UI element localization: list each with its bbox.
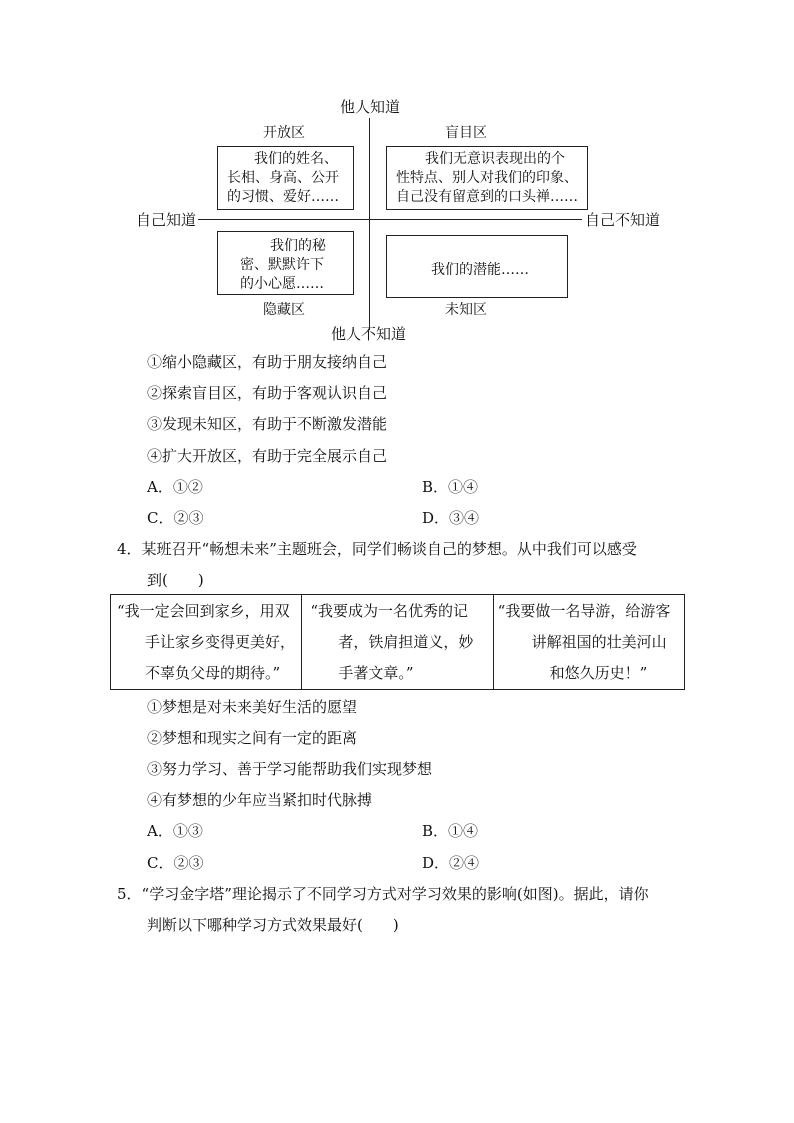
q4-statement-2: ②梦想和现实之间有一定的距离 — [147, 729, 358, 747]
axis-label-right: 自己不知道 — [585, 211, 661, 229]
q4-statement-1: ①梦想是对未来美好生活的愿望 — [147, 698, 358, 716]
quadrant-text: 我们的潜能…… — [431, 262, 529, 278]
q4-stem-continued: 到( ) — [147, 571, 204, 589]
q3-option-a: A．①② — [147, 478, 203, 496]
q5-stem-continued: 判断以下哪种学习方式效果最好( ) — [147, 916, 399, 934]
q5-stem: 5．“学习金字塔”理论揭示了不同学习方式对学习效果的影响(如图)。据此，请你 — [117, 885, 649, 903]
q4-option-d: D．②④ — [422, 854, 480, 872]
quadrant-text: 密、默默许下 — [240, 257, 324, 273]
quadrant-text: 长相、身高、公开 — [227, 170, 339, 186]
quadrant-text: 的小心愿…… — [240, 276, 324, 292]
quadrant-text: 我们的姓名、 — [254, 151, 338, 167]
quadrant-title-unknown: 未知区 — [445, 302, 487, 318]
q4-statement-4: ④有梦想的少年应当紧扣时代脉搏 — [147, 791, 373, 809]
quadrant-text: 自己没有留意到的口头禅…… — [396, 189, 578, 205]
horizontal-axis — [198, 219, 582, 220]
axis-label-left: 自己知道 — [136, 211, 197, 229]
q4-option-a: A．①③ — [147, 822, 203, 840]
quadrant-text: 的习惯、爱好…… — [227, 189, 339, 205]
q3-option-b: B．①④ — [422, 478, 479, 496]
q4-option-c: C．②③ — [147, 854, 204, 872]
quadrant-text: 我们无意识表现出的个 — [425, 151, 565, 167]
quote-cell-2 — [302, 595, 493, 690]
quadrant-title-blind: 盲目区 — [445, 125, 487, 141]
quote-line: “我要成为一名优秀的记 — [310, 602, 468, 620]
q3-statement-4: ④扩大开放区，有助于完全展示自己 — [147, 447, 388, 465]
q4-quotes-table — [110, 594, 685, 690]
quote-line: 讲解祖国的壮美河山 — [531, 633, 667, 651]
quote-line: “我一定会回到家乡，用双 — [117, 602, 290, 620]
quadrant-box-hidden — [217, 231, 354, 295]
vertical-axis — [369, 118, 370, 330]
q3-option-c: C．②③ — [147, 509, 204, 527]
quote-line: 不辜负父母的期待。” — [145, 664, 281, 682]
quote-line: 和悠久历史！” — [549, 664, 648, 682]
quadrant-box-open — [217, 146, 354, 210]
quote-line: 手著文章。” — [338, 664, 414, 682]
quadrant-box-unknown — [386, 235, 568, 298]
quote-cell-1 — [111, 595, 302, 690]
quadrant-title-open: 开放区 — [263, 125, 305, 141]
q3-statement-3: ③发现未知区，有助于不断激发潜能 — [147, 415, 388, 433]
quadrant-title-hidden: 隐藏区 — [263, 302, 305, 318]
quote-line: 手让家乡变得更美好， — [145, 633, 296, 651]
q4-option-b: B．①④ — [422, 822, 479, 840]
quadrant-text: 性特点、别人对我们的印象、 — [396, 170, 578, 186]
axis-label-top: 他人知道 — [340, 98, 401, 116]
quote-line: “我要做一名导游，给游客 — [497, 602, 671, 620]
quote-cell-3 — [493, 595, 684, 690]
quote-line: 者，铁肩担道义，妙 — [338, 633, 474, 651]
q3-statement-1: ①缩小隐藏区，有助于朋友接纳自己 — [147, 353, 388, 371]
axis-label-bottom: 他人不知道 — [331, 325, 407, 343]
quadrant-text: 我们的秘 — [270, 238, 326, 254]
quadrant-box-blind — [386, 146, 588, 210]
q3-option-d: D．③④ — [422, 509, 480, 527]
q4-stem: 4．某班召开“畅想未来”主题班会，同学们畅谈自己的梦想。从中我们可以感受 — [117, 540, 637, 558]
q4-statement-3: ③努力学习、善于学习能帮助我们实现梦想 — [147, 760, 433, 778]
q3-statement-2: ②探索盲目区，有助于客观认识自己 — [147, 384, 388, 402]
